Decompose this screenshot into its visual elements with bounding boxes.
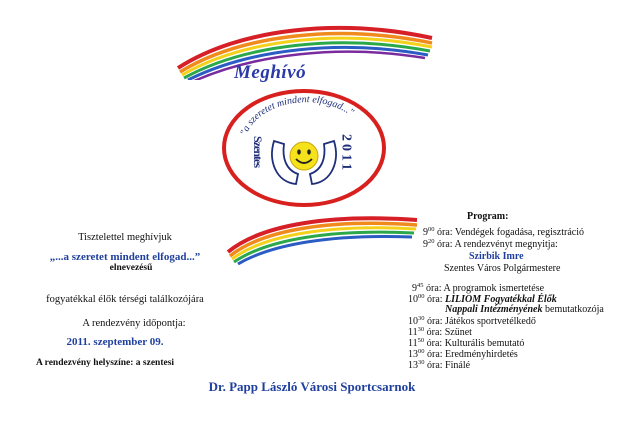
motto: „...a szeretet mindent elfogad...”	[49, 251, 201, 263]
smiley-icon	[290, 142, 318, 170]
program-item-4: $10^{00}$ óra: LILIOM Fogyatékkal Élők	[408, 293, 557, 305]
program-item-8: $13^{00}$ óra: Eredményhirdetés	[408, 348, 518, 360]
program-item-4-cont: Nappali Intézményének bemutatkozója	[445, 304, 604, 315]
program-item-1: $9^{00}$ óra: Vendégek fogadása, regisztráció	[423, 226, 584, 238]
program-item-7: $11^{50}$ óra: Kulturális bemutató	[408, 337, 525, 349]
invite-line: Tisztelettel meghívjuk	[78, 232, 172, 243]
logo-year-text: 2011	[338, 134, 354, 174]
program-item-5: $10^{30}$ óra: Játékos sportvetélkedő	[408, 315, 536, 327]
date-label: A rendezvény időpontja:	[82, 318, 186, 329]
venue-name: Dr. Papp László Városi Sportcsarnok	[208, 379, 416, 394]
venue-label: A rendezvény helyszíne: a szentesi	[35, 358, 175, 368]
speaker-name: Szirbik Imre	[469, 251, 524, 262]
program-heading: Program:	[467, 211, 509, 222]
event-description: fogyatékkal élők térségi találkozójára	[46, 294, 204, 305]
program-item-3: $9^{45}$ óra: A programok ismertetése	[412, 282, 545, 294]
program-item-6: $11^{30}$ óra: Szünet	[408, 326, 472, 338]
program-item-9: $13^{30}$ óra: Finálé	[408, 359, 471, 371]
date-value: 2011. szeptember 09.	[66, 336, 164, 348]
rainbow-swoosh-bottom	[222, 210, 422, 265]
logo-city-text: Szentes	[251, 136, 265, 167]
program-item-2: $9^{20}$ óra: A rendezvényt megnyitja:	[423, 238, 558, 250]
page-title: Meghívó	[234, 62, 307, 83]
logo-arc-text: "a szeretet mindent elfogad..."	[238, 94, 356, 138]
speaker-title: Szentes Város Polgármestere	[444, 263, 561, 274]
named-label: elnevezésű	[109, 263, 153, 273]
event-logo	[218, 86, 390, 210]
